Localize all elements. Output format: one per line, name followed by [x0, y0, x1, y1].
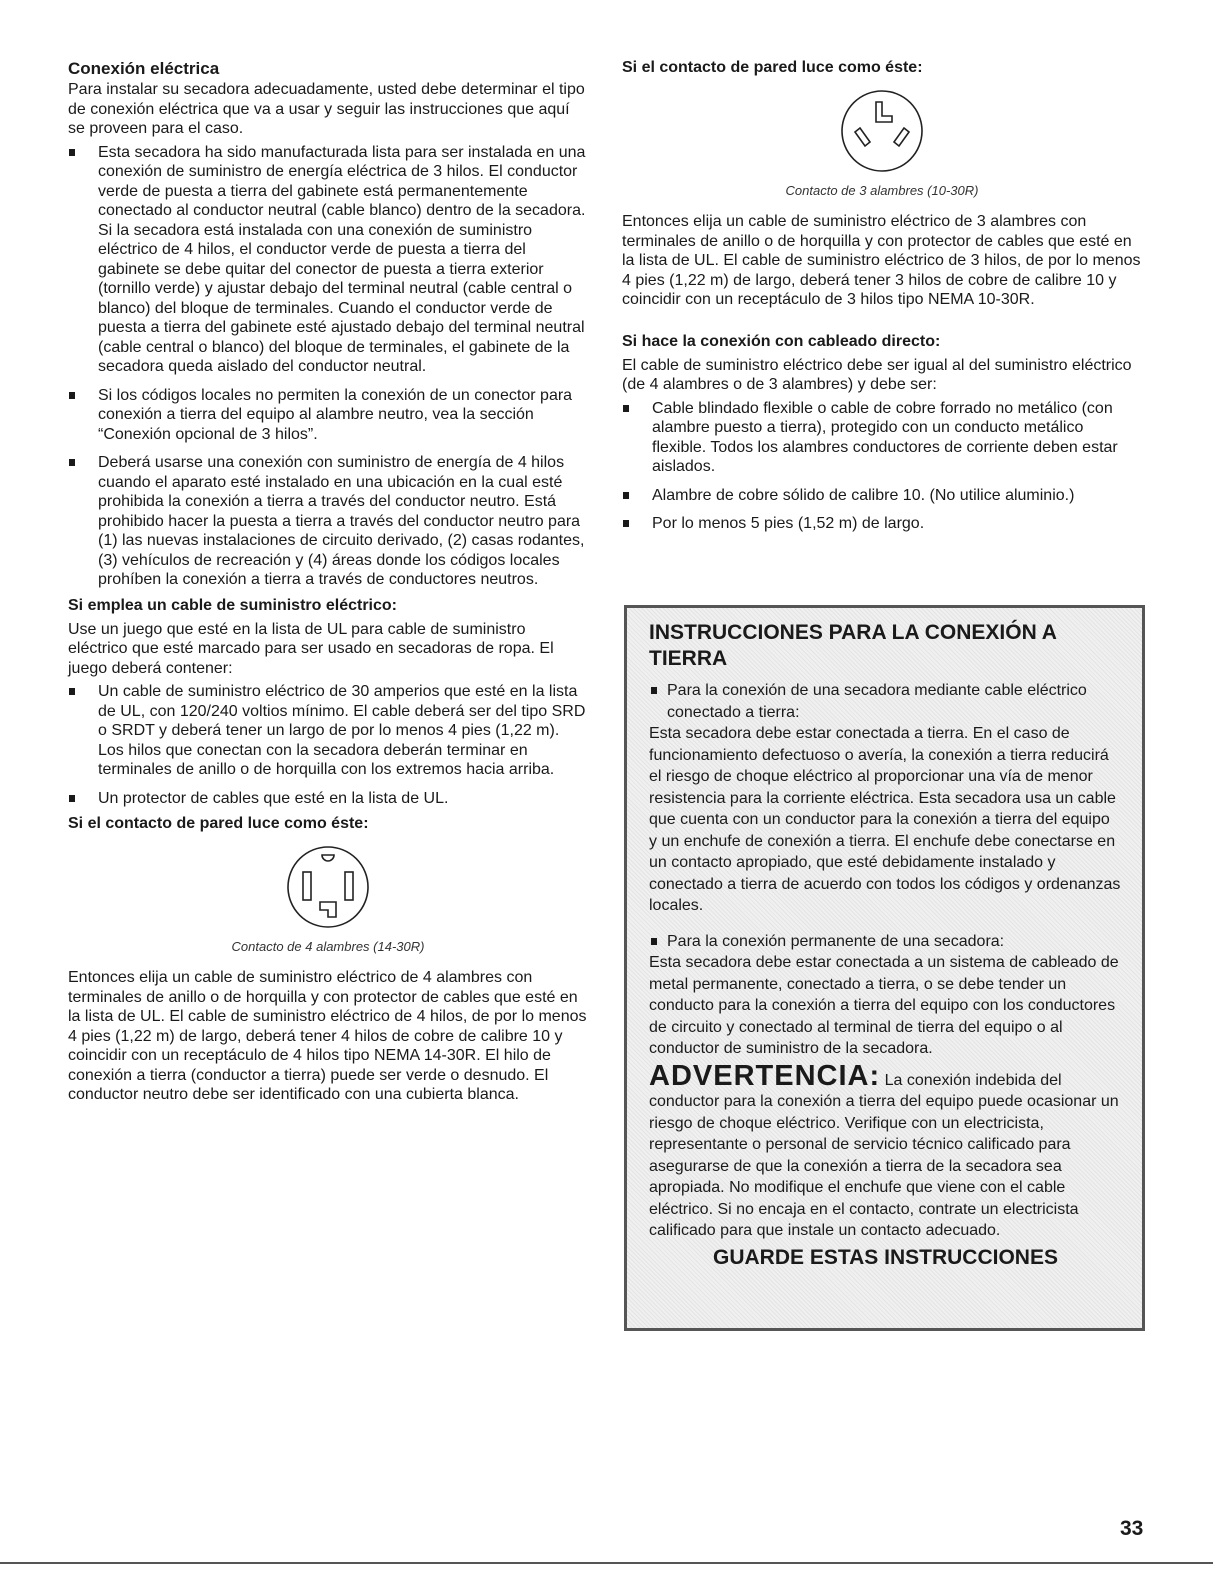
- cord-list: [68, 682, 588, 808]
- list-item: Un protector de cables que esté en la lista de UL.: [68, 789, 588, 809]
- section-title: Conexión eléctrica: [68, 59, 220, 78]
- requirements-list: [68, 143, 588, 590]
- outlet-paragraph: Entonces elija un cable de suministro eléctrico de 4 alambres con terminales de anillo o de horquilla y con protector de cables que esté en la lista de UL. El cable de suministro eléctrico de 4 hilos, de por lo menos 4 pies (1,22 m) de largo, deberá tener 4 hilos de cobre de calibre 10 y coincidir con un receptáculo de 4 hilos tipo NEMA 14-30R. El hilo de conexión a tierra (conductor a tierra) puede ser verde o desnudo. El conductor neutro debe ser identificado con una cubierta blanca.: [68, 969, 587, 1103]
- left-column: [68, 58, 588, 1109]
- outlet-3-wire-figure: [622, 86, 1142, 181]
- direct-wire-heading: Si hace la conexión con cableado directo:: [622, 332, 941, 350]
- box-item-label: Para la conexión de una secadora mediante cable eléctrico conectado a tierra:: [649, 680, 1122, 723]
- bottom-rule: [0, 1562, 1213, 1564]
- list-item: Esta secadora ha sido manufacturada lista para ser instalada en una conexión de suministro de energía eléctrica de 3 hilos. El conductor verde de puesta a tierra del gabinete está permanentemente conectado al conductor neutral (cable blanco) dentro de la secadora. Si la secadora está instalada con una conexión de suministro eléctrico de 4 hilos, el conductor verde de puesta a tierra del gabinete se debe quitar del conector de puesta a tierra exterior (tornillo verde) y ajustar debajo del terminal neutral (cable central o blanco) del bloque de terminales. Cuando el conductor verde de puesta a tierra del gabinete esté ajustado debajo del terminal neutral (cable central o blanco) del bloque de terminales, el gabinete de la secadora queda aislado del conductor neutral.: [68, 143, 588, 377]
- list-item: Deberá usarse una conexión con suministro de energía de 4 hilos cuando el aparato esté instalado en una ubicación en la cual esté prohibida la conexión a tierra a través del conductor neutro. Está prohibido hacer la puesta a tierra a través del conductor neutro para (1) las nuevas instalaciones de circuito derivado, (2) casas rodantes, (3) vehículos de recreación y (4) áreas donde los códigos locales prohíben la conexión a tierra a través de conductores neutros.: [68, 453, 588, 590]
- box-paragraph: Esta secadora debe estar conectada a tierra. En el caso de funcionamiento defectuoso o avería, la conexión a tierra reducirá el riesgo de choque eléctrico al proporcionar una vía de menor resistencia para la corriente eléctrica. Esta secadora usa un cable que cuenta con un conductor para la conexión a tierra del equipo y un enchufe de conexión a tierra. El enchufe debe conectarse en un contacto apropiado, que esté debidamente instalado y conectado a tierra de acuerdo con todos los códigos y ordenanzas locales.: [649, 725, 1121, 914]
- warning-text: La conexión indebida del conductor para la conexión a tierra del equipo puede ocasionar un riesgo de choque eléctrico. Verifique con un electricista, representante o personal de servicio técnico calificado para asegurarse de que la conexión a tierra de la secadora sea apropiada. No modifique el enchufe que viene con el cable eléctrico. Si no encaja en el contacto, contrate un electricista calificado para que instale un contacto adecuado.: [649, 1071, 1119, 1239]
- outlet-heading: Si el contacto de pared luce como éste:: [622, 59, 923, 76]
- outlet-heading: Si el contacto de pared luce como éste:: [68, 815, 369, 832]
- direct-wire-list: [622, 399, 1142, 534]
- outlet-paragraph: Entonces elija un cable de suministro eléctrico de 3 alambres con terminales de anillo o de horquilla y con protector de cables que esté en la lista de UL. El cable de suministro eléctrico de 3 hilos, de por lo menos 4 pies (1,22 m) de largo, deberá tener 3 hilos de cobre de calibre 10 y coincidir con un receptáculo de 3 hilos tipo NEMA 10-30R.: [622, 213, 1141, 308]
- outlet-4-wire-icon: [278, 842, 378, 932]
- list-item: Un cable de suministro eléctrico de 30 amperios que esté en la lista de UL, con 120/240 voltios mínimo. El cable deberá ser del tipo SRD o SRDT y deberá tener un largo de por lo menos 4 pies (1,22 m). Los hilos que conectan con la secadora deberán terminar en terminales de anillo o de horquilla con los extremos hacia arriba.: [68, 682, 588, 780]
- list-item: Alambre de cobre sólido de calibre 10. (No utilice aluminio.): [622, 486, 1142, 506]
- outlet-3-wire-icon: [832, 86, 932, 176]
- box-item-label: Para la conexión permanente de una secadora:: [649, 931, 1122, 953]
- list-item: Cable blindado flexible o cable de cobre forrado no metálico (con alambre puesto a tierra), protegido con un conducto metálico flexible. Todos los alambres conductores de corriente deben estar aislados.: [622, 399, 1142, 477]
- box-title: INSTRUCCIONES PARA LA CONEXIÓN A TIERRA: [649, 621, 1057, 670]
- bullet-square-icon: [651, 687, 657, 694]
- list-item: Por lo menos 5 pies (1,52 m) de largo.: [622, 514, 1142, 534]
- cord-heading: Si emplea un cable de suministro eléctrico:: [68, 596, 397, 614]
- page-number: 33: [1120, 1517, 1144, 1540]
- box-paragraph: Esta secadora debe estar conectada a un sistema de cableado de metal permanente, conectado a tierra, o se debe tender un conducto para la conexión a tierra del equipo con los conductores de circuito y conectado al terminal de tierra del equipo o al conductor de suministro de la secadora.: [649, 954, 1119, 1057]
- bullet-square-icon: [651, 938, 657, 945]
- box-footer: GUARDE ESTAS INSTRUCCIONES: [713, 1245, 1058, 1269]
- warning-paragraph: [649, 1059, 1122, 1242]
- list-item: Si los códigos locales no permiten la conexión de un conector para conexión a tierra del equipo al alambre neutro, vea la sección “Conexión opcional de 3 hilos”.: [68, 386, 588, 445]
- direct-wire-paragraph: El cable de suministro eléctrico debe ser igual al del suministro eléctrico (de 4 alambres o de 3 alambres) y debe ser:: [622, 356, 1132, 393]
- outlet-caption: Contacto de 3 alambres (10-30R): [785, 183, 979, 198]
- outlet-4-wire-figure: [68, 842, 588, 937]
- intro-paragraph: Para instalar su secadora adecuadamente, usted debe determinar el tipo de conexión eléctrica que va a usar y seguir las instrucciones que aquí se proveen para el caso.: [68, 81, 585, 137]
- outlet-caption: Contacto de 4 alambres (14-30R): [231, 939, 425, 954]
- cord-paragraph: Use un juego que esté en la lista de UL para cable de suministro eléctrico que esté marcado para ser usado en secadoras de ropa. El juego deberá contener:: [68, 620, 554, 677]
- grounding-instructions-box: [624, 605, 1145, 1331]
- warning-label: ADVERTENCIA:: [649, 1059, 881, 1092]
- right-column: [622, 58, 1142, 543]
